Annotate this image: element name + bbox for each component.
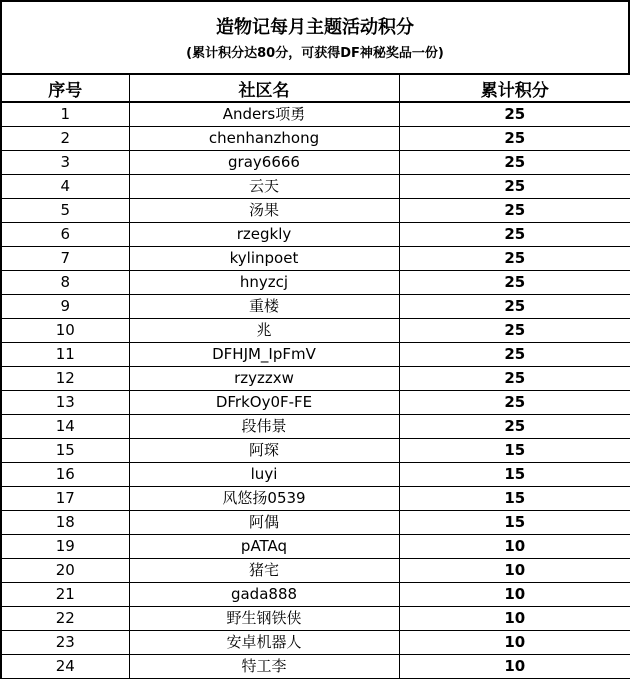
column-header-total-points: 累计积分 xyxy=(399,74,630,102)
community-name-cell: 风悠扬0539 xyxy=(129,487,399,511)
total-points-cell: 25 xyxy=(399,102,630,127)
table-row xyxy=(1,367,630,391)
row-number-cell: 21 xyxy=(1,583,129,607)
total-points-cell: 10 xyxy=(399,535,630,559)
table-row xyxy=(1,223,630,247)
table-row xyxy=(1,271,630,295)
community-name-cell: 安卓机器人 xyxy=(129,631,399,655)
table-row xyxy=(1,391,630,415)
row-number-cell: 13 xyxy=(1,391,129,415)
community-name-cell: 云天 xyxy=(129,175,399,199)
table-row xyxy=(1,487,630,511)
community-name-cell: rzegkly xyxy=(129,223,399,247)
row-number-cell: 20 xyxy=(1,559,129,583)
row-number-cell: 6 xyxy=(1,223,129,247)
community-name-cell: luyi xyxy=(129,463,399,487)
total-points-cell: 25 xyxy=(399,319,630,343)
community-name-cell: kylinpoet xyxy=(129,247,399,271)
total-points-cell: 15 xyxy=(399,463,630,487)
community-name-cell: 野生钢铁侠 xyxy=(129,607,399,631)
table-row xyxy=(1,102,630,127)
community-name-cell: 阿偶 xyxy=(129,511,399,535)
points-table xyxy=(0,73,630,679)
table-row xyxy=(1,535,630,559)
total-points-cell: 25 xyxy=(399,415,630,439)
total-points-cell: 10 xyxy=(399,559,630,583)
total-points-cell: 25 xyxy=(399,343,630,367)
table-row xyxy=(1,343,630,367)
total-points-cell: 10 xyxy=(399,655,630,679)
community-name-cell: 猪宅 xyxy=(129,559,399,583)
row-number-cell: 11 xyxy=(1,343,129,367)
table-row xyxy=(1,415,630,439)
community-name-cell: Anders项勇 xyxy=(129,102,399,127)
row-number-cell: 9 xyxy=(1,295,129,319)
table-row xyxy=(1,439,630,463)
community-name-cell: rzyzzxw xyxy=(129,367,399,391)
page-title: 造物记每月主题活动积分 xyxy=(216,17,414,38)
total-points-cell: 25 xyxy=(399,151,630,175)
table-row xyxy=(1,295,630,319)
table-row xyxy=(1,463,630,487)
row-number-cell: 2 xyxy=(1,127,129,151)
column-header-community-name: 社区名 xyxy=(129,74,399,102)
row-number-cell: 24 xyxy=(1,655,129,679)
total-points-cell: 25 xyxy=(399,391,630,415)
total-points-cell: 15 xyxy=(399,487,630,511)
row-number-cell: 18 xyxy=(1,511,129,535)
total-points-cell: 25 xyxy=(399,367,630,391)
table-row xyxy=(1,511,630,535)
table-row xyxy=(1,631,630,655)
community-name-cell: 阿琛 xyxy=(129,439,399,463)
row-number-cell: 10 xyxy=(1,319,129,343)
community-name-cell: 重楼 xyxy=(129,295,399,319)
total-points-cell: 25 xyxy=(399,247,630,271)
page-subtitle: (累计积分达80分，可获得DF神秘奖品一份) xyxy=(186,46,444,61)
row-number-cell: 5 xyxy=(1,199,129,223)
total-points-cell: 10 xyxy=(399,583,630,607)
header-row xyxy=(1,74,630,102)
row-number-cell: 16 xyxy=(1,463,129,487)
community-name-cell: 特工李 xyxy=(129,655,399,679)
row-number-cell: 1 xyxy=(1,102,129,127)
row-number-cell: 23 xyxy=(1,631,129,655)
total-points-cell: 25 xyxy=(399,271,630,295)
table-row xyxy=(1,583,630,607)
table-row xyxy=(1,127,630,151)
table-row xyxy=(1,655,630,679)
title-block xyxy=(0,0,630,73)
total-points-cell: 25 xyxy=(399,175,630,199)
row-number-cell: 12 xyxy=(1,367,129,391)
table-header xyxy=(1,74,630,102)
row-number-cell: 14 xyxy=(1,415,129,439)
total-points-cell: 10 xyxy=(399,631,630,655)
row-number-cell: 7 xyxy=(1,247,129,271)
community-name-cell: 段伟景 xyxy=(129,415,399,439)
table-row xyxy=(1,607,630,631)
table-body xyxy=(1,102,630,679)
total-points-cell: 15 xyxy=(399,511,630,535)
total-points-cell: 15 xyxy=(399,439,630,463)
table-row xyxy=(1,199,630,223)
community-name-cell: gray6666 xyxy=(129,151,399,175)
community-name-cell: gada888 xyxy=(129,583,399,607)
row-number-cell: 15 xyxy=(1,439,129,463)
community-name-cell: chenhanzhong xyxy=(129,127,399,151)
row-number-cell: 17 xyxy=(1,487,129,511)
row-number-cell: 3 xyxy=(1,151,129,175)
total-points-cell: 25 xyxy=(399,295,630,319)
total-points-cell: 25 xyxy=(399,223,630,247)
community-name-cell: DFHJM_IpFmV xyxy=(129,343,399,367)
community-name-cell: 兆 xyxy=(129,319,399,343)
table-row xyxy=(1,319,630,343)
row-number-cell: 19 xyxy=(1,535,129,559)
table-row xyxy=(1,247,630,271)
community-name-cell: hnyzcj xyxy=(129,271,399,295)
total-points-cell: 25 xyxy=(399,199,630,223)
total-points-cell: 10 xyxy=(399,607,630,631)
community-name-cell: 汤果 xyxy=(129,199,399,223)
row-number-cell: 8 xyxy=(1,271,129,295)
table-row xyxy=(1,559,630,583)
row-number-cell: 4 xyxy=(1,175,129,199)
community-name-cell: DFrkOy0F-FE xyxy=(129,391,399,415)
table-row xyxy=(1,151,630,175)
column-header-number: 序号 xyxy=(1,74,129,102)
row-number-cell: 22 xyxy=(1,607,129,631)
community-name-cell: pATAq xyxy=(129,535,399,559)
table-row xyxy=(1,175,630,199)
total-points-cell: 25 xyxy=(399,127,630,151)
